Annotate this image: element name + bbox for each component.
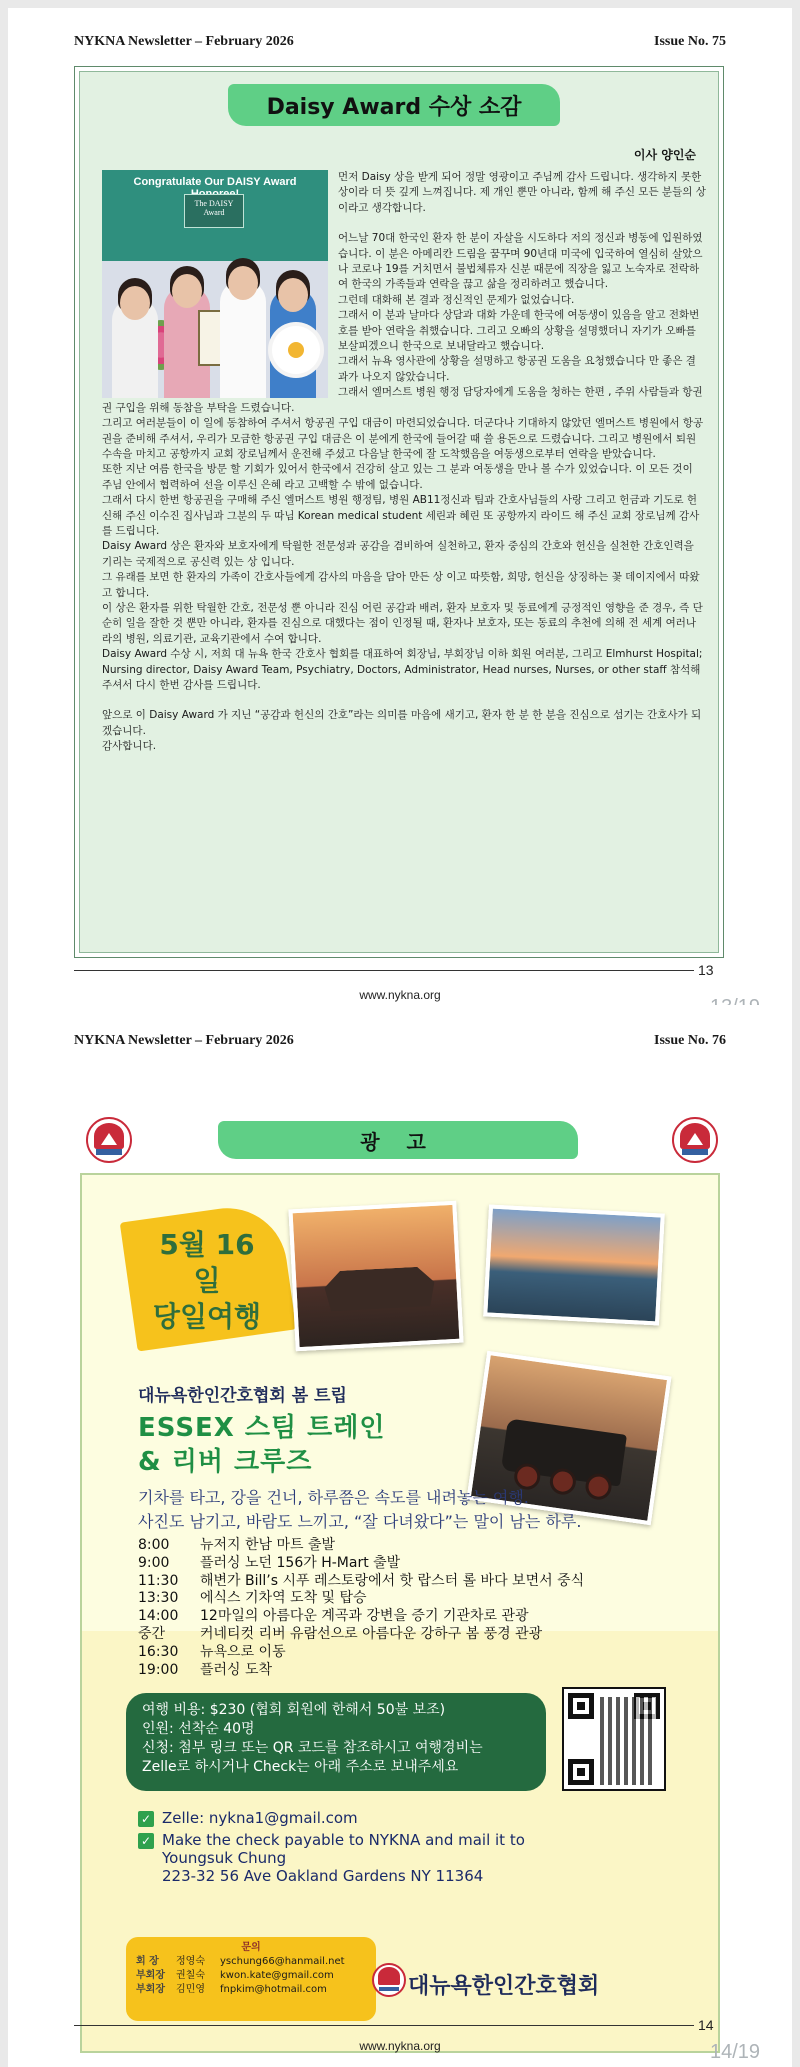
trip-date-type: 당일여행 — [152, 1300, 262, 1333]
schedule-row: 9:00 플러싱 노던 156가 H-Mart 출발 — [138, 1554, 401, 1571]
website-url: www.nykna.org — [359, 988, 441, 1002]
trip-date-day: 5월 16일 — [159, 1228, 255, 1297]
zelle-info: Zelle: nykna1@gmail.com — [162, 1809, 358, 1827]
trip-headline: & 리버 크루즈 — [138, 1447, 313, 1477]
schedule-row: 11:30 해변가 Bill’s 시푸 레스토랑에서 핫 랍스터 롤 바다 보면서 중식 — [138, 1572, 585, 1589]
trip-schedule — [138, 1537, 698, 1679]
checkbox-icon: ✓ — [138, 1811, 154, 1827]
contact-email[interactable]: yschung66@hanmail.net — [220, 1956, 345, 1967]
checkbox-icon: ✓ — [138, 1833, 154, 1849]
article-paragraph: 어느날 70대 한국인 환자 한 분이 자살을 시도하다 저의 정신과 병동에 입원하였습니다. 이 분은 아메리칸 드림을 꿈꾸며 90년대 미국에 입국하여 열심히 살았으나 코로나 19를 거치면서 불법체류자 신분 때문에 직장을 잃고 노숙자로 전락하여 한국의 가족들과 연락을 끊고 삶을 정리하려고 했습니다. — [338, 232, 703, 291]
article-title: Daisy Award 수상 소감 — [228, 84, 560, 126]
newsletter-page-14 — [8, 1005, 792, 2067]
article-paragraph: 그 유래를 보면 한 환자의 가족이 간호사들에게 감사의 마음을 담아 만든 상 이고 따뜻함, 희망, 헌신을 상징하는 꽃 데이지에서 따왔고 합니다. — [102, 571, 700, 599]
association-logo-icon — [372, 1963, 406, 1997]
steamboat-photo — [288, 1201, 463, 1352]
association-logo-icon — [86, 1117, 132, 1163]
contact-email[interactable]: fnpkim@hotmail.com — [220, 1984, 327, 1995]
trip-capacity: 인원: 선착순 40명 — [142, 1721, 255, 1737]
article-paragraph: 먼저 Daisy 상을 받게 되어 정말 영광이고 주님께 감사 드립니다. 생각하지 못한 상이라 더 뜻 깊게 느껴집니다. 제 개인 뿐만 아니라, 함께 해 주신 모든 분들의 상이라고 생각합니다. — [338, 171, 706, 214]
article-paragraph: Daisy Award 상은 환자와 보호자에게 탁월한 전문성과 공감을 겸비하여 실천하고, 환자 중심의 간호와 헌신을 실천한 간호인력을 기리는 국제적으로 공신력 있는 상 입니다. — [102, 540, 694, 568]
check-recipient: Youngsuk Chung — [162, 1849, 287, 1867]
trip-payment: Zelle로 하시거나 Check는 아래 주소로 보내주세요 — [142, 1759, 459, 1775]
organization-name: 대뉴욕한인간호협회 — [408, 1974, 600, 1999]
article-paragraph: 그런데 대화해 본 결과 정신적인 문제가 없었습니다. — [338, 293, 575, 306]
check-address: 223-32 56 Ave Oakland Gardens NY 11364 — [162, 1867, 484, 1885]
article-paragraph: 이 상은 환자를 위한 탁월한 간호, 전문성 뿐 아니라 진심 어린 공감과 배려, 환자 보호자 및 동료에게 긍정적인 영향을 준 경우, 즉 단순히 일을 잘한 것 뿐만 아니라, 환자를 진심으로 대했다는 점이 인정될 때, 환자나 보호자, 또는 동료의 추천에 의해 전 세계 여러나라의 병원, 의료기관, 교육기관에서 수여 합니다. — [102, 601, 703, 645]
issue-number: Issue No. 76 — [654, 1033, 726, 1048]
article-paragraph: 그리고 여러분들이 이 일에 동참하여 주셔서 항공권 구입 대금이 마련되었습니다. 더군다나 기대하지 않았던 엘머스트 병원에서 항공권을 준비해 주셔서, 우리가 모금한 항공권 구입 대금은 이 분에게 한국에 들어갈 때 쓸 용돈으로 드렸습니다. 그리고 병원에서 퇴원수속을 마치고 공항까지 교회 장로님께서 운전해 주셨고 다음날 한국에 잘 도착했음을 여동생으로부터 연락을 받았습니다. — [102, 417, 704, 460]
article-paragraph: 또한 지난 여름 한국을 방문 할 기회가 있어서 한국에서 건강히 살고 있는 그 분과 여동생을 만나 볼 수가 있었습니다. 이 모든 것이 주님 안에서 협력하여 선을 이루신 은혜 라고 고백할 수 밖에 없습니다. — [102, 463, 693, 491]
trip-headline: ESSEX 스팀 트레인 — [138, 1413, 386, 1443]
schedule-row: 19:00 플러싱 도착 — [138, 1661, 273, 1678]
harbor-photo — [483, 1204, 665, 1325]
contact-box — [126, 1937, 376, 2021]
contact-email[interactable]: kwon.kate@gmail.com — [220, 1970, 334, 1981]
trip-cost: 여행 비용: $230 (협회 회원에 한해서 50불 보조) — [142, 1702, 446, 1718]
article-paragraph: 앞으로 이 Daisy Award 가 지닌 “공감과 헌신의 간호”라는 의미를 마음에 새기고, 환자 한 분 한 분을 진심으로 섬기는 간호사가 되겠습니다. — [102, 709, 702, 737]
schedule-row: 14:00 12마일의 아름다운 계곡과 강변을 증기 기관차로 관광 — [138, 1608, 529, 1625]
trip-organizer: 대뉴욕한인간호협회 봄 트립 — [138, 1386, 347, 1406]
check-payable-line: Make the check payable to NYKNA and mail it to — [162, 1831, 525, 1849]
schedule-row: 16:30 뉴욕으로 이동 — [138, 1643, 286, 1660]
viewer-page-indicator: 14/19 — [710, 2041, 761, 2063]
newsletter-title: NYKNA Newsletter – February 2026 — [74, 34, 294, 49]
signup-qr-code[interactable] — [562, 1687, 666, 1791]
footer-divider — [74, 970, 694, 971]
trip-tagline: 기차를 타고, 강을 건너, 하루쯤은 속도를 내려놓는 여행. — [138, 1488, 529, 1507]
trip-signup: 신청: 첨부 링크 또는 QR 코드를 참조하시고 여행경비는 — [142, 1740, 483, 1756]
page-number: 14 — [698, 2017, 714, 2033]
website-url: www.nykna.org — [359, 2039, 441, 2053]
check-instructions — [162, 1831, 525, 1885]
schedule-row: 13:30 에식스 기차역 도착 및 탑승 — [138, 1590, 367, 1607]
ad-section-title: 광 고 — [218, 1121, 578, 1159]
schedule-row: 8:00 뉴저지 한남 마트 출발 — [138, 1537, 336, 1553]
article-paragraph: 그래서 엘머스트 병원 행정 담당자에게 도움을 청하는 한편 , 주위 사람들과 항권권 구입을 위해 동참을 부탁을 드렸습니다. — [102, 386, 703, 414]
trip-date — [152, 1227, 262, 1335]
trip-advertisement — [80, 1173, 720, 2053]
page-number: 13 — [698, 962, 714, 978]
contact-title: 문의 — [241, 1942, 261, 1953]
contact-row: 회 장 정영숙 yschung66@hanmail.net — [136, 1956, 345, 1967]
association-logo-icon — [672, 1117, 718, 1163]
article-paragraph: 그래서 이 분과 날마다 상담과 대화 가운데 한국에 여동생이 있음을 알고 전화번호를 받아 연락을 취했습니다. 그리고 오빠의 상황을 설명했더니 자기가 오빠를 보살피겠으니 한국으로 보내달라고 했습니다. — [338, 309, 700, 353]
footer-divider — [74, 2025, 694, 2026]
article-paragraph: Daisy Award 수상 시, 저희 대 뉴욕 한국 간호사 협회를 대표하여 회장님, 부회장님 이하 회원 여러분, 그리고 Elmhurst Hospital; Nursing director, Daisy Award Team, Psychiatry, Doctors, Administrator, Head nurses, Nurses, or other staff 참석해 주셔서 다시 한번 감사를 드립니다. — [102, 648, 703, 691]
daisy-award-badge: The DAISY Award — [184, 194, 244, 228]
contact-row: 부회장 김민영 fnpkim@hotmail.com — [136, 1984, 327, 1995]
issue-number: Issue No. 75 — [654, 34, 726, 49]
article-paragraph: 그래서 다시 한번 항공권을 구매해 주신 엘머스트 병원 행정팀, 병원 AB11정신과 팀과 간호사님들의 사랑 그리고 헌금과 기도로 헌신해 주신 이수진 집사님과 그분의 두 따님 Korean medical student 세린과 혜린 또 공항까지 라이드 해 주신 교회 장로님께 감사를 드립니다. — [102, 494, 700, 537]
trip-info-box — [126, 1693, 546, 1791]
photo-caption: Congratulate Our DAISY Award — [133, 176, 297, 188]
newsletter-title: NYKNA Newsletter – February 2026 — [74, 1033, 294, 1048]
article-body — [102, 170, 706, 755]
article-closing: 감사합니다. — [102, 740, 157, 753]
contact-row: 부회장 권칠숙 kwon.kate@gmail.com — [136, 1970, 334, 1981]
newsletter-page-13 — [8, 8, 792, 1018]
article-paragraph: 그래서 뉴욕 영사관에 상황을 설명하고 항공권 도움을 요청했습니다 만 좋은 결과가 나오지 않았습니다. — [338, 355, 696, 383]
article-author: 이사 양인순 — [633, 148, 696, 162]
schedule-row: 중간 커네티컷 리버 유람선으로 아름다운 강하구 봄 풍경 관광 — [138, 1625, 543, 1642]
article-frame — [74, 66, 724, 958]
trip-tagline: 사진도 남기고, 바람도 느끼고, “잘 다녀왔다”는 말이 남는 하루. — [138, 1512, 582, 1531]
